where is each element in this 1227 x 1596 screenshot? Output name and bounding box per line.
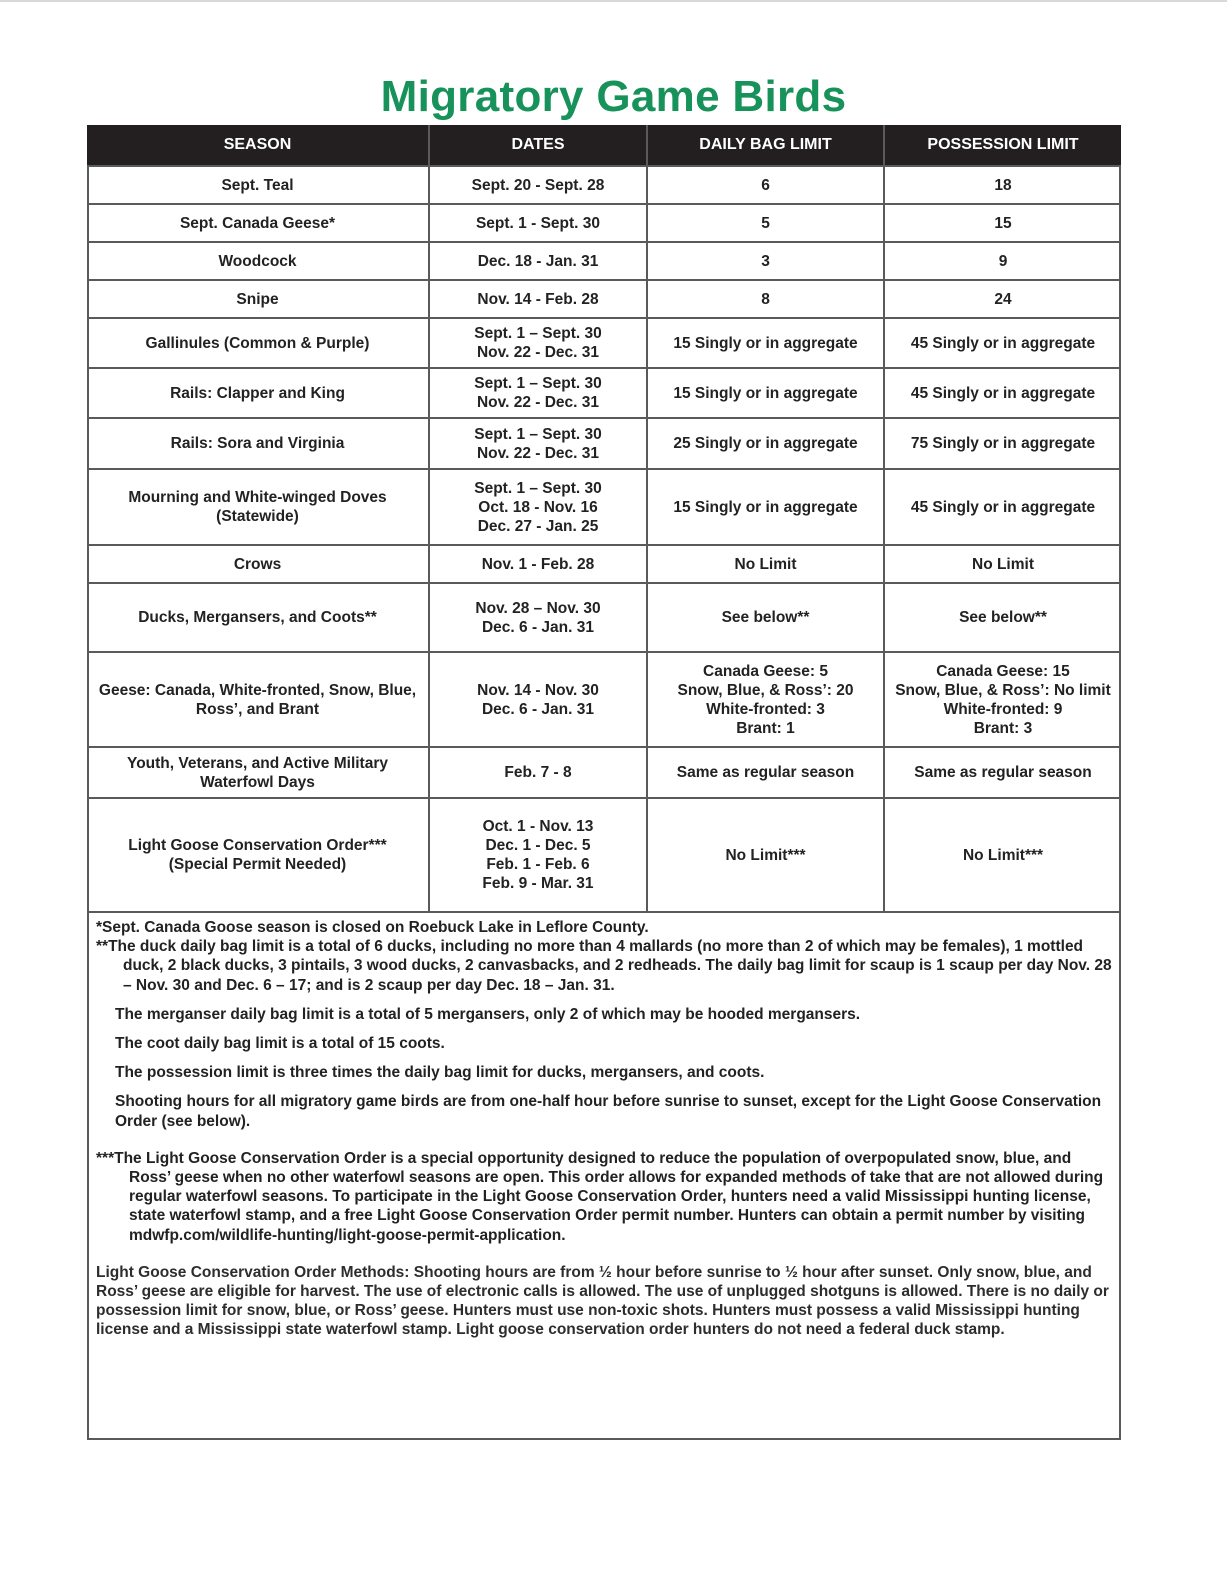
cell-line: Oct. 18 - Nov. 16 xyxy=(478,498,598,516)
cell-line: Nov. 22 - Dec. 31 xyxy=(476,444,600,462)
cell-line: Dec. 6 - Jan. 31 xyxy=(481,700,594,718)
cell-line: Dec. 18 - Jan. 31 xyxy=(477,252,599,270)
table-row xyxy=(87,318,1121,368)
table-row xyxy=(87,368,1121,418)
table-row xyxy=(87,545,1121,583)
table-row xyxy=(87,652,1121,747)
possession-limit-cell xyxy=(884,469,1121,545)
cell-line: Sept. 1 – Sept. 30 xyxy=(474,479,602,497)
cell-line: Sept. 1 - Sept. 30 xyxy=(475,214,601,232)
cell-line: 25 Singly or in aggregate xyxy=(673,435,858,452)
cell-line: 45 Singly or in aggregate xyxy=(910,334,1096,352)
cell-line: Mourning and White-winged Doves xyxy=(128,489,387,506)
cell-line: Dec. 6 - Jan. 31 xyxy=(481,618,594,636)
note-canada-goose: *Sept. Canada Goose season is closed on Roebuck Lake in Leflore County. xyxy=(96,919,649,936)
dates-cell xyxy=(429,798,647,912)
season-cell xyxy=(87,318,429,368)
cell-line: 45 Singly or in aggregate xyxy=(910,498,1096,516)
possession-limit-cell xyxy=(884,545,1121,583)
cell-line: Nov. 1 - Feb. 28 xyxy=(481,555,595,573)
season-cell xyxy=(87,280,429,318)
possession-limit-cell xyxy=(884,798,1121,912)
cell-line: 75 Singly or in aggregate xyxy=(910,435,1096,452)
cell-line: 18 xyxy=(994,176,1012,194)
cell-line: 15 Singly or in aggregate xyxy=(673,334,858,352)
cell-line: Nov. 22 - Dec. 31 xyxy=(476,344,600,361)
cell-line: Rails: Sora and Virginia xyxy=(170,435,345,452)
cell-line: Nov. 14 - Feb. 28 xyxy=(477,290,599,308)
dates-cell xyxy=(429,166,647,204)
cell-line: Light Goose Conservation Order*** xyxy=(128,837,387,854)
table-row xyxy=(87,166,1121,204)
cell-line: 15 xyxy=(994,214,1012,232)
season-cell xyxy=(87,368,429,418)
cell-line: See below** xyxy=(959,609,1047,626)
dates-cell xyxy=(429,242,647,280)
dates-cell xyxy=(429,280,647,318)
cell-line: Nov. 14 - Nov. 30 xyxy=(477,681,599,699)
daily-bag-limit-cell xyxy=(647,798,884,912)
note-possession: The possession limit is three times the daily bag limit for ducks, mergansers, and coots. xyxy=(115,1064,765,1082)
cell-line: Oct. 1 - Nov. 13 xyxy=(482,818,594,835)
season-cell xyxy=(87,469,429,545)
cell-line: Brant: 1 xyxy=(736,719,795,737)
possession-limit-cell xyxy=(884,204,1121,242)
dates-cell xyxy=(429,204,647,242)
daily-bag-limit-cell xyxy=(647,204,884,242)
cell-line: Sept. Canada Geese* xyxy=(179,214,336,232)
cell-line: Ross’, and Brant xyxy=(195,700,320,718)
table-row xyxy=(87,280,1121,318)
cell-line: 24 xyxy=(994,290,1012,308)
daily-bag-limit-cell xyxy=(647,318,884,368)
cell-line: 8 xyxy=(761,290,770,308)
season-cell xyxy=(87,418,429,469)
season-cell xyxy=(87,166,429,204)
page-title: Migratory Game Birds xyxy=(380,72,847,121)
cell-line: White-fronted: 9 xyxy=(943,700,1063,718)
cell-line: Same as regular season xyxy=(676,764,855,781)
possession-limit-cell xyxy=(884,166,1121,204)
cell-line: Crows xyxy=(233,555,282,573)
column-header-dates: DATES xyxy=(429,125,647,166)
daily-bag-limit-cell xyxy=(647,242,884,280)
cell-line: 15 Singly or in aggregate xyxy=(673,498,858,516)
table-row xyxy=(87,747,1121,798)
cell-line: Youth, Veterans, and Active Military xyxy=(127,754,388,772)
note-duck-limit: **The duck daily bag limit is a total of 6 ducks, including no more than 4 mallards (no more than 2 of which may be females), 1 mottled duck, 2 black ducks, 3 pintails, 3 wood ducks, 2 canvasbacks, and 2 redheads. The daily bag limit for scaup is 1 scaup per day Nov. 28 – Nov. 30 and Dec. 6 – 17; and is 2 scaup per day Dec. 18 – Jan. 31. xyxy=(96,938,1112,994)
possession-limit-cell xyxy=(884,747,1121,798)
cell-line: Sept. 1 – Sept. 30 xyxy=(474,325,602,342)
cell-line: Nov. 22 - Dec. 31 xyxy=(476,394,600,411)
season-cell xyxy=(87,545,429,583)
cell-line: Sept. 1 – Sept. 30 xyxy=(474,375,602,392)
dates-cell xyxy=(429,747,647,798)
cell-line: White-fronted: 3 xyxy=(706,700,825,718)
cell-line: Gallinules (Common & Purple) xyxy=(145,334,370,352)
table-row xyxy=(87,798,1121,912)
cell-line: Woodcock xyxy=(218,252,297,270)
season-cell xyxy=(87,747,429,798)
season-cell xyxy=(87,204,429,242)
cell-line: Waterfowl Days xyxy=(200,773,315,791)
cell-line: 15 Singly or in aggregate xyxy=(673,384,858,402)
cell-line: 6 xyxy=(761,176,770,194)
cell-line: Same as regular season xyxy=(914,764,1092,781)
season-cell xyxy=(87,798,429,912)
season-cell xyxy=(87,652,429,747)
dates-cell xyxy=(429,545,647,583)
cell-line: Sept. Teal xyxy=(221,176,294,194)
table-row xyxy=(87,242,1121,280)
cell-line: Nov. 28 – Nov. 30 xyxy=(475,599,601,617)
cell-line: Dec. 27 - Jan. 25 xyxy=(477,517,599,535)
dates-cell xyxy=(429,583,647,652)
cell-line: Feb. 7 - 8 xyxy=(504,764,572,781)
note-merganser: The merganser daily bag limit is a total of 5 mergansers, only 2 of which may be hooded mergansers. xyxy=(115,1005,861,1023)
daily-bag-limit-cell xyxy=(647,469,884,545)
dates-cell xyxy=(429,652,647,747)
season-cell xyxy=(87,583,429,652)
regulations-table xyxy=(87,125,1121,913)
cell-line: Rails: Clapper and King xyxy=(170,384,345,402)
possession-limit-cell xyxy=(884,418,1121,469)
cell-line: No Limit*** xyxy=(962,846,1044,864)
cell-line: Snow, Blue, & Ross’: 20 xyxy=(677,681,854,699)
column-header-daily-bag-limit: DAILY BAG LIMIT xyxy=(647,125,884,166)
possession-limit-cell xyxy=(884,368,1121,418)
daily-bag-limit-cell xyxy=(647,166,884,204)
daily-bag-limit-cell xyxy=(647,368,884,418)
cell-line: Snipe xyxy=(236,290,279,308)
cell-line: No Limit xyxy=(734,555,797,573)
daily-bag-limit-cell xyxy=(647,280,884,318)
season-cell xyxy=(87,242,429,280)
column-header-season: SEASON xyxy=(87,125,429,166)
daily-bag-limit-cell xyxy=(647,652,884,747)
possession-limit-cell xyxy=(884,318,1121,368)
daily-bag-limit-cell xyxy=(647,583,884,652)
table-row xyxy=(87,583,1121,652)
daily-bag-limit-cell xyxy=(647,545,884,583)
footnotes xyxy=(96,918,1112,1340)
note-shooting-hours: Shooting hours for all migratory game birds are from one-half hour before sunrise to sunset, except for the Light Goose Conservation Order (see below). xyxy=(115,1093,1102,1130)
possession-limit-cell xyxy=(884,280,1121,318)
cell-line: Feb. 1 - Feb. 6 xyxy=(486,856,590,873)
cell-line: See below** xyxy=(721,609,810,626)
column-header-possession-limit: POSSESSION LIMIT xyxy=(884,125,1121,166)
cell-line: Brant: 3 xyxy=(973,719,1033,737)
cell-line: Feb. 9 - Mar. 31 xyxy=(482,875,594,892)
daily-bag-limit-cell xyxy=(647,747,884,798)
note-light-goose-methods: Light Goose Conservation Order Methods: Shooting hours are from ½ hour before sunrise to ½ hour after sunset. Only snow, blue, and Ross’ geese are eligible for harvest. The use of electronic calls is allowed. The use of unplugged shotguns is allowed. There is no daily or possession limit for snow, blue, or Ross’ geese. Hunters must use non-toxic shots. Hunters must possess a valid Mississippi hunting license and a Mississippi state waterfowl stamp. Light goose conservation order hunters do not need a federal duck stamp. xyxy=(96,1263,1109,1339)
cell-line: 5 xyxy=(761,214,770,232)
cell-line: 3 xyxy=(761,252,770,270)
table-row xyxy=(87,418,1121,469)
cell-line: Snow, Blue, & Ross’: No limit xyxy=(895,681,1111,699)
dates-cell xyxy=(429,418,647,469)
cell-line: No Limit*** xyxy=(725,846,806,864)
possession-limit-cell xyxy=(884,242,1121,280)
cell-line: Canada Geese: 15 xyxy=(936,662,1070,680)
cell-line: Canada Geese: 5 xyxy=(703,662,828,680)
dates-cell xyxy=(429,469,647,545)
cell-line: Sept. 20 - Sept. 28 xyxy=(471,176,605,194)
cell-line: Sept. 1 – Sept. 30 xyxy=(474,425,602,443)
top-divider xyxy=(0,0,1227,2)
cell-line: 45 Singly or in aggregate xyxy=(910,384,1096,402)
table-header-row xyxy=(87,125,1121,166)
table-row xyxy=(87,469,1121,545)
cell-line: 9 xyxy=(998,252,1008,270)
cell-line: Geese: Canada, White-fronted, Snow, Blue, xyxy=(98,681,417,699)
dates-cell xyxy=(429,368,647,418)
table-row xyxy=(87,204,1121,242)
cell-line: No Limit xyxy=(972,555,1034,573)
dates-cell xyxy=(429,318,647,368)
note-coot: The coot daily bag limit is a total of 15 coots. xyxy=(115,1035,445,1053)
daily-bag-limit-cell xyxy=(647,418,884,469)
cell-line: Ducks, Mergansers, and Coots** xyxy=(138,609,377,626)
cell-line: Dec. 1 - Dec. 5 xyxy=(485,837,591,854)
possession-limit-cell xyxy=(884,652,1121,747)
cell-line: (Statewide) xyxy=(216,508,299,525)
cell-line: (Special Permit Needed) xyxy=(168,856,347,873)
table-body xyxy=(87,166,1121,912)
note-light-goose-order: ***The Light Goose Conservation Order is a special opportunity designed to reduce the population of overpopulated snow, blue, and Ross’ geese when no other waterfowl seasons are open. This order allows for expanded methods of take that are not allowed during regular waterfowl seasons. To participate in the Light Goose Conservation Order, hunters need a valid Mississippi hunting license, state waterfowl stamp, and a free Light Goose Conservation Order permit number. Hunters can obtain a permit number by visiting mdwfp.com/wildlife-hunting/light-goose-permit-application. xyxy=(96,1149,1104,1244)
possession-limit-cell xyxy=(884,583,1121,652)
